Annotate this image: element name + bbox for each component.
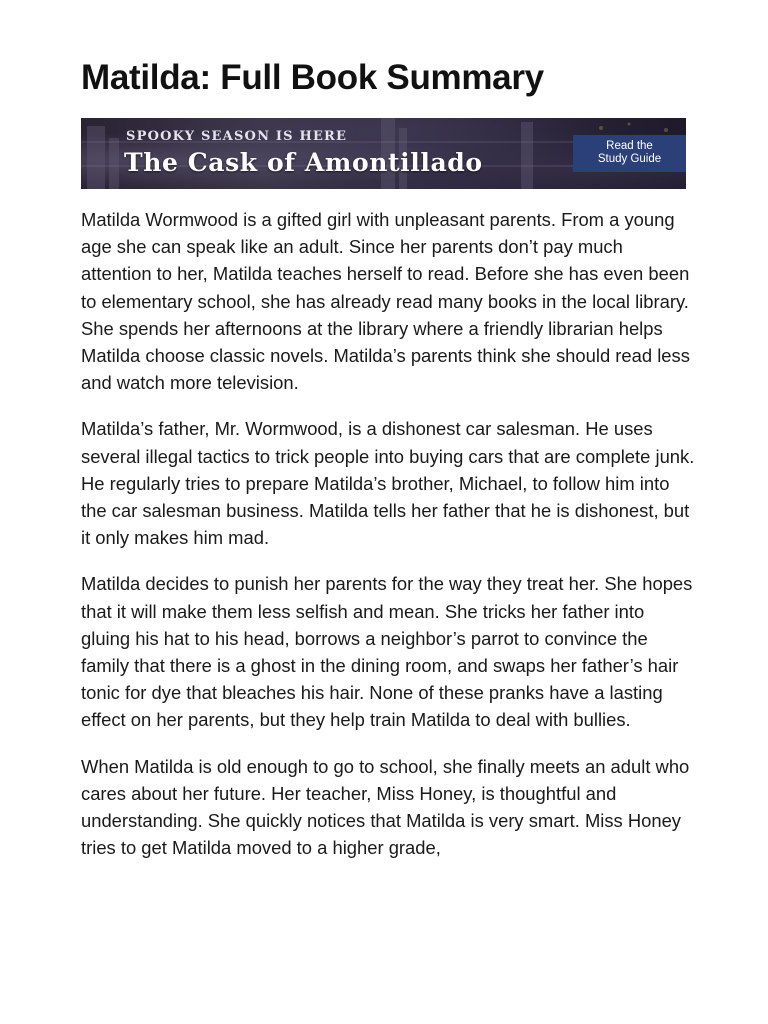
summary-paragraph: Matilda Wormwood is a gifted girl with unpleasant parents. From a young age she can speak like an adult. Since her parents don’t pay much attention to her, Matilda teaches herself to read. Before she has even been to elementary school, she has already read many books in the local library. She spends her afternoons at the library where a friendly librarian helps Matilda choose classic novels. Matilda’s parents think she should read less and watch more television. xyxy=(81,209,690,394)
summary-paragraph: When Matilda is old enough to go to school, she finally meets an adult who cares about her future. Her teacher, Miss Honey, is thoughtful and understanding. She quickly notices that Matilda is very smart. Miss Honey tries to get Matilda moved to a higher grade, xyxy=(81,755,690,859)
cta-line-1: Read the xyxy=(606,140,653,152)
banner-headline: The Cask of Amontillado xyxy=(124,148,483,177)
summary-paragraph: Matilda’s father, Mr. Wormwood, is a dishonest car salesman. He uses several illegal tactics to trick people into buying cars that are complete junk. He regularly tries to prepare Matilda’s brother, Michael, to follow him into the car salesman business. Matilda tells her father that he is dishonest, but it only makes him mad. xyxy=(81,418,695,549)
study-guide-banner[interactable] xyxy=(81,118,686,189)
cta-line-2: Study Guide xyxy=(597,153,662,165)
banner-kicker: SPOOKY SEASON IS HERE xyxy=(126,129,348,144)
summary-body xyxy=(81,206,696,880)
summary-paragraph: Matilda decides to punish her parents for the way they treat her. She hopes that it will make them less selfish and mean. She tricks her father into gluing his hat to his head, borrows a neighbor’s parrot to convince the family that there is a ghost in the dining room, and swaps her father’s hair tonic for dye that bleaches his hair. None of these pranks have a lasting effect on her parents, but they help train Matilda to deal with bullies. xyxy=(81,573,693,731)
read-study-guide-button[interactable] xyxy=(573,135,686,172)
page-title: Matilda: Full Book Summary xyxy=(81,58,544,97)
